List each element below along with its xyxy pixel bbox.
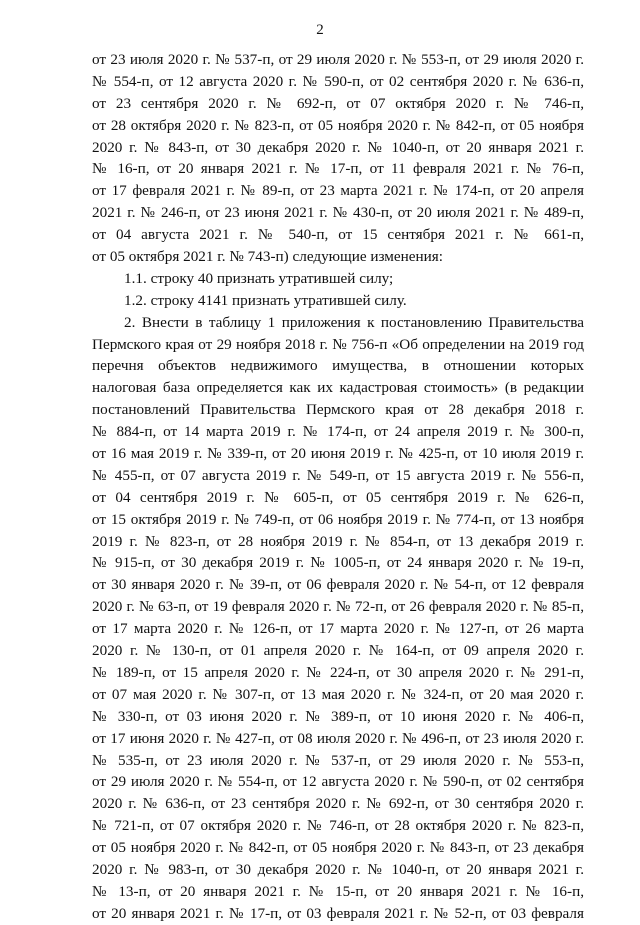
text-line: 2020 г. № 843-п, от 30 декабря 2020 г. № 1040-п, от 20 января 2021 г. [92, 138, 584, 156]
text-line: № 330-п, от 03 июня 2020 г. № 389-п, от 10 июня 2020 г. № 406-п, [92, 707, 584, 725]
text-line: 2. Внести в таблицу 1 приложения к постановлению Правительства [124, 313, 584, 331]
document-body [92, 49, 584, 925]
text-line: Пермского края от 29 ноября 2018 г. № 756-п «Об определении на 2019 год [92, 335, 584, 353]
text-line: № 884-п, от 14 марта 2019 г. № 174-п, от 24 апреля 2019 г. № 300-п, [92, 423, 584, 441]
text-line: перечня объектов недвижимого имущества, в отношении которых [92, 357, 584, 375]
text-line: № 915-п, от 30 декабря 2019 г. № 1005-п, от 24 января 2020 г. № 19-п, [92, 554, 584, 572]
text-line: № 455-п, от 07 августа 2019 г. № 549-п, от 15 августа 2019 г. № 556-п, [92, 466, 584, 484]
text-line: 2019 г. № 823-п, от 28 ноября 2019 г. № 854-п, от 13 декабря 2019 г. [92, 532, 584, 550]
text-line: 1.1. строку 40 признать утратившей силу; [124, 269, 394, 287]
text-line: от 15 октября 2019 г. № 749-п, от 06 ноября 2019 г. № 774-п, от 13 ноября [92, 510, 584, 528]
text-line: от 05 октября 2021 г. № 743-п) следующие изменения: [92, 248, 443, 266]
text-line: от 23 сентября 2020 г. № 692-п, от 07 октября 2020 г. № 746-п, [92, 94, 584, 112]
text-line: 2020 г. № 983-п, от 30 декабря 2020 г. № 1040-п, от 20 января 2021 г. [92, 860, 584, 878]
text-line: № 535-п, от 23 июля 2020 г. № 537-п, от 29 июля 2020 г. № 553-п, [92, 751, 584, 769]
page-number: 2 [316, 22, 324, 38]
text-line: № 721-п, от 07 октября 2020 г. № 746-п, от 28 октября 2020 г. № 823-п, [92, 817, 584, 835]
text-line: от 07 мая 2020 г. № 307-п, от 13 мая 2020 г. № 324-п, от 20 мая 2020 г. [92, 685, 584, 703]
text-line: от 04 августа 2021 г. № 540-п, от 15 сентября 2021 г. № 661-п, [92, 226, 584, 244]
text-line: от 16 мая 2019 г. № 339-п, от 20 июня 2019 г. № 425-п, от 10 июля 2019 г. [92, 445, 584, 463]
text-line: 2020 г. № 63-п, от 19 февраля 2020 г. № 72-п, от 26 февраля 2020 г. № 85-п, [92, 598, 584, 616]
text-line: № 554-п, от 12 августа 2020 г. № 590-п, от 02 сентября 2020 г. № 636-п, [92, 72, 584, 90]
text-line: от 23 июля 2020 г. № 537-п, от 29 июля 2020 г. № 553-п, от 29 июля 2020 г. [92, 51, 584, 68]
text-line: от 29 июля 2020 г. № 554-п, от 12 августа 2020 г. № 590-п, от 02 сентября [92, 773, 584, 791]
text-line: от 05 ноября 2020 г. № 842-п, от 05 ноября 2020 г. № 843-п, от 23 декабря [92, 839, 584, 857]
text-line: от 04 сентября 2019 г. № 605-п, от 05 сентября 2019 г. № 626-п, [92, 488, 584, 506]
text-line: от 17 июня 2020 г. № 427-п, от 08 июля 2020 г. № 496-п, от 23 июля 2020 г. [92, 729, 584, 747]
text-line: 2021 г. № 246-п, от 23 июня 2021 г. № 430-п, от 20 июля 2021 г. № 489-п, [92, 204, 584, 222]
text-line: от 28 октября 2020 г. № 823-п, от 05 ноября 2020 г. № 842-п, от 05 ноября [92, 116, 584, 134]
text-line: от 17 февраля 2021 г. № 89-п, от 23 марта 2021 г. № 174-п, от 20 апреля [92, 182, 584, 200]
text-line: от 17 марта 2020 г. № 126-п, от 17 марта 2020 г. № 127-п, от 26 марта [92, 620, 584, 638]
text-line: 2020 г. № 130-п, от 01 апреля 2020 г. № 164-п, от 09 апреля 2020 г. [92, 642, 584, 660]
text-line: от 20 января 2021 г. № 17-п, от 03 февраля 2021 г. № 52-п, от 03 февраля [92, 904, 584, 922]
text-line: постановлений Правительства Пермского края от 28 декабря 2018 г. [92, 401, 584, 419]
text-line: налоговая база определяется как их кадастровая стоимость» (в редакции [92, 379, 584, 397]
text-line: № 189-п, от 15 апреля 2020 г. № 224-п, от 30 апреля 2020 г. № 291-п, [92, 663, 584, 681]
text-line: от 30 января 2020 г. № 39-п, от 06 февраля 2020 г. № 54-п, от 12 февраля [92, 576, 584, 594]
text-line: 2020 г. № 636-п, от 23 сентября 2020 г. № 692-п, от 30 сентября 2020 г. [92, 795, 584, 813]
text-line: № 16-п, от 20 января 2021 г. № 17-п, от 11 февраля 2021 г. № 76-п, [92, 160, 584, 178]
text-line: 1.2. строку 4141 признать утратившей силу. [124, 291, 407, 309]
text-line: № 13-п, от 20 января 2021 г. № 15-п, от 20 января 2021 г. № 16-п, [92, 882, 584, 900]
